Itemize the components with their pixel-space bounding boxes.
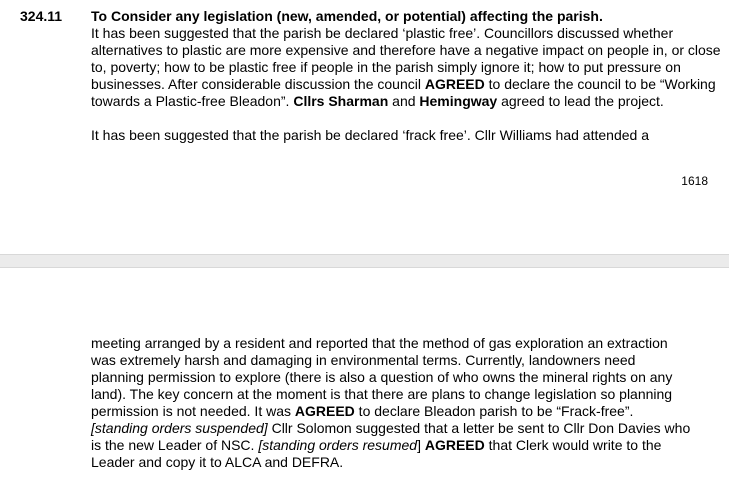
minute-item-body [91, 8, 721, 144]
cont-text-3: Cllr Solomon suggested that a letter be sent to Cllr Don Davies who is the new Leader of NSC. [91, 420, 691, 453]
cont-text-4: ] [417, 437, 425, 453]
para1-text-2: to declare the council to be “Working towards a Plastic-free Bleadon”. [91, 76, 716, 109]
para1-text-4: agreed to lead the project. [497, 93, 664, 109]
para1-text-3: and [388, 93, 420, 109]
agreed-bold-3: AGREED [424, 437, 485, 453]
para1-text-1: It has been suggested that the parish be declared ‘plastic free’. Councillors discussed whether alternatives to plastic are more expensive and therefore have a negative impact on people in, or close to, poverty; how to be plastic free if people in the parish simply ignore it; how to put pressure on businesses. After considerable discussion the council [91, 25, 721, 92]
frack-free-paragraph-continued [91, 335, 691, 471]
minute-item-heading: To Consider any legislation (new, amended, or potential) affecting the parish. [91, 8, 603, 24]
page-number: 1618 [681, 174, 708, 188]
page-break-separator [0, 254, 729, 268]
hemingway-bold: Hemingway [419, 93, 498, 109]
cllrs-sharman-bold: Cllrs Sharman [293, 93, 389, 109]
cont-text-2: to declare Bleadon parish to be “Frack-free”. [354, 403, 634, 419]
frack-free-paragraph-start: It has been suggested that the parish be declared ‘frack free’. Cllr Williams had attended a [91, 127, 649, 143]
cont-text-1: meeting arranged by a resident and reported that the method of gas exploration an extraction was extremely harsh and damaging in environmental terms. Currently, landowners need planning permission to explore (there is also a question of who owns the mineral rights on any land). The key concern at the moment is that there are plans to change legislation so planning permission is not needed. It was [91, 335, 673, 419]
agreed-bold-1: AGREED [424, 76, 485, 92]
standing-orders-resumed: [standing orders resumed [258, 437, 418, 453]
agreed-bold-2: AGREED [294, 403, 355, 419]
standing-orders-suspended: [standing orders suspended] [91, 420, 268, 436]
minute-item-number: 324.11 [20, 8, 63, 24]
plastic-free-paragraph [91, 25, 721, 110]
document-page-bottom [0, 268, 729, 498]
cont-text-5: that Clerk would write to the Leader and copy it to ALCA and DEFRA. [91, 437, 662, 470]
